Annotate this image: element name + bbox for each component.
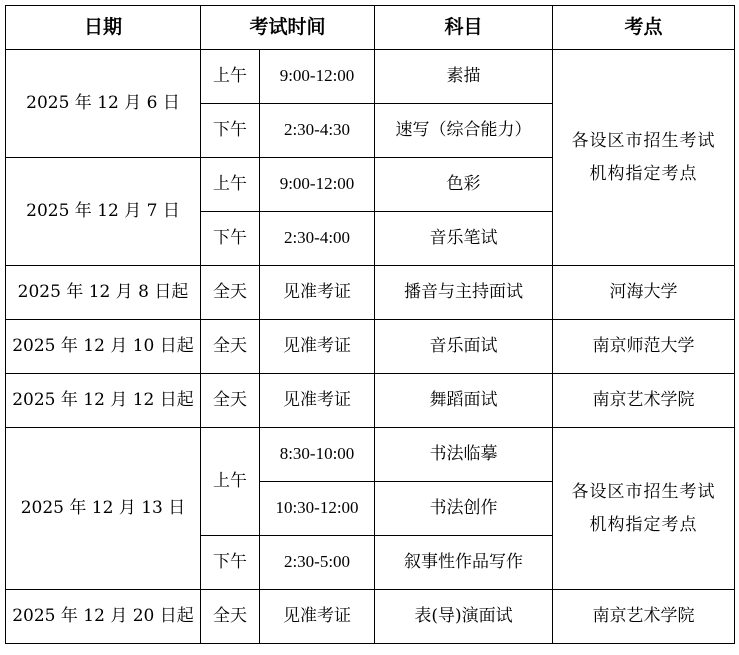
table-row — [6, 428, 735, 482]
time-cell: 2:30-4:30 — [260, 104, 375, 158]
subject-cell: 播音与主持面试 — [375, 266, 553, 320]
subject-cell: 舞蹈面试 — [375, 374, 553, 428]
table-row — [6, 266, 735, 320]
period-cell: 全天 — [201, 590, 260, 644]
date-cell: 2025 年 12 月 20 日起 — [6, 590, 201, 644]
date-cell: 2025 年 12 月 13 日 — [6, 428, 201, 590]
subject-cell: 叙事性作品写作 — [375, 536, 553, 590]
subject-cell: 书法临摹 — [375, 428, 553, 482]
subject-cell: 速写（综合能力） — [375, 104, 553, 158]
time-cell: 9:00-12:00 — [260, 158, 375, 212]
subject-cell: 音乐面试 — [375, 320, 553, 374]
site-cell: 南京艺术学院 — [553, 590, 735, 644]
site-cell: 南京艺术学院 — [553, 374, 735, 428]
period-cell: 上午 — [201, 158, 260, 212]
time-cell: 2:30-5:00 — [260, 536, 375, 590]
site-cell — [553, 428, 735, 590]
subject-cell: 表(导)演面试 — [375, 590, 553, 644]
subject-cell: 色彩 — [375, 158, 553, 212]
time-cell: 2:30-4:00 — [260, 212, 375, 266]
time-cell: 8:30-10:00 — [260, 428, 375, 482]
time-cell: 9:00-12:00 — [260, 50, 375, 104]
time-cell: 见准考证 — [260, 320, 375, 374]
table-row — [6, 50, 735, 104]
site-cell — [553, 50, 735, 266]
subject-cell: 音乐笔试 — [375, 212, 553, 266]
date-cell: 2025 年 12 月 12 日起 — [6, 374, 201, 428]
site-cell: 南京师范大学 — [553, 320, 735, 374]
period-cell: 全天 — [201, 374, 260, 428]
exam-schedule-table — [5, 5, 735, 644]
period-cell: 下午 — [201, 104, 260, 158]
period-cell: 上午 — [201, 50, 260, 104]
period-cell: 下午 — [201, 212, 260, 266]
time-cell: 见准考证 — [260, 266, 375, 320]
header-row — [6, 6, 735, 50]
header-subject: 科目 — [375, 6, 553, 50]
header-exam-time: 考试时间 — [201, 6, 375, 50]
time-cell: 见准考证 — [260, 590, 375, 644]
period-cell: 下午 — [201, 536, 260, 590]
time-cell: 10:30-12:00 — [260, 482, 375, 536]
site-text: 各设区市招生考试机构指定考点 — [571, 131, 716, 184]
site-cell: 河海大学 — [553, 266, 735, 320]
table-row — [6, 374, 735, 428]
date-cell: 2025 年 12 月 7 日 — [6, 158, 201, 266]
subject-cell: 素描 — [375, 50, 553, 104]
period-cell: 上午 — [201, 428, 260, 536]
subject-cell: 书法创作 — [375, 482, 553, 536]
date-cell: 2025 年 12 月 10 日起 — [6, 320, 201, 374]
time-cell: 见准考证 — [260, 374, 375, 428]
period-cell: 全天 — [201, 266, 260, 320]
header-date: 日期 — [6, 6, 201, 50]
site-text: 各设区市招生考试机构指定考点 — [571, 482, 716, 535]
date-cell: 2025 年 12 月 6 日 — [6, 50, 201, 158]
table-row — [6, 590, 735, 644]
period-cell: 全天 — [201, 320, 260, 374]
date-cell: 2025 年 12 月 8 日起 — [6, 266, 201, 320]
table-row — [6, 320, 735, 374]
header-site: 考点 — [553, 6, 735, 50]
